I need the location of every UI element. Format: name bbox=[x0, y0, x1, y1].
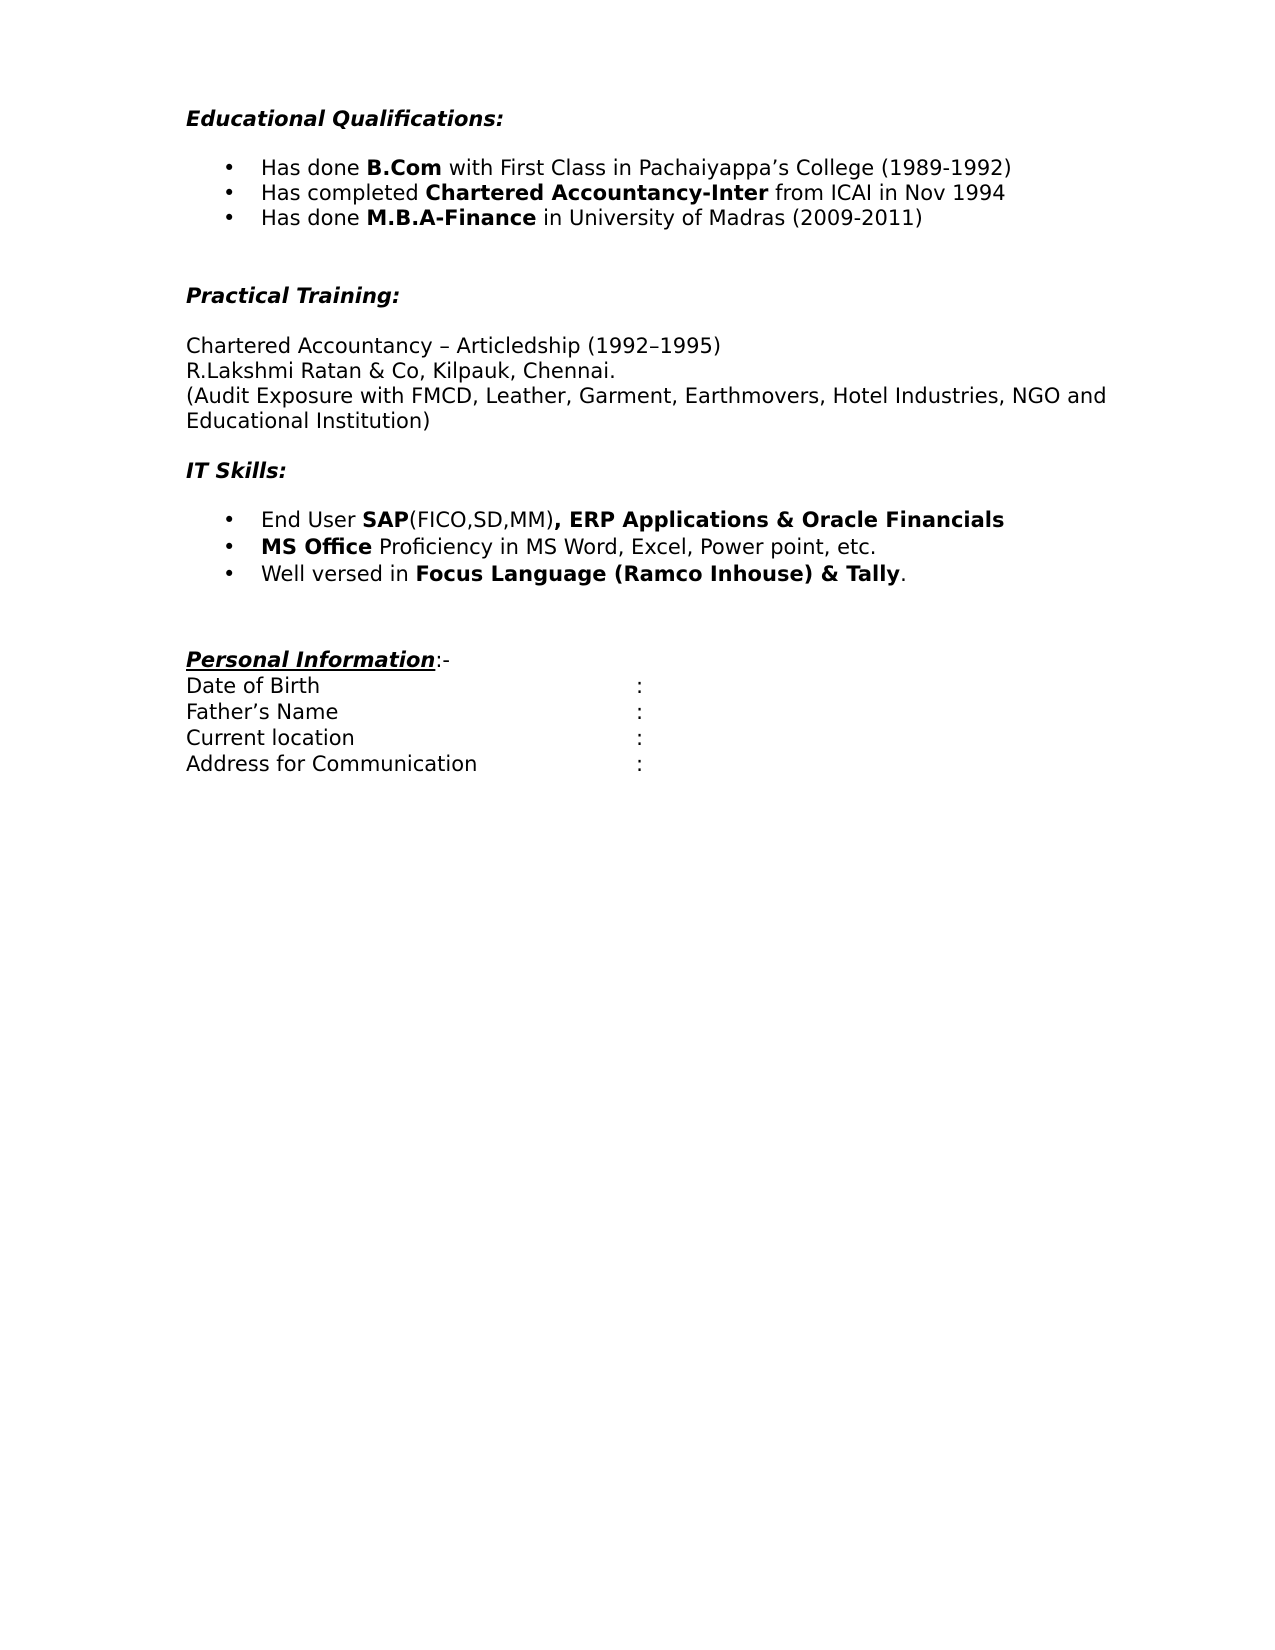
bullet-icon: • bbox=[223, 181, 236, 205]
info-row-address bbox=[186, 752, 786, 777]
training-line: (Audit Exposure with FMCD, Leather, Garment, Earthmovers, Hotel Industries, NGO and bbox=[186, 384, 1107, 408]
training-heading: Practical Training: bbox=[186, 284, 401, 308]
info-label: Date of Birth bbox=[186, 674, 321, 698]
info-row-dob bbox=[186, 674, 786, 699]
personal-heading-suffix: :- bbox=[435, 648, 450, 672]
bullet-icon: • bbox=[223, 535, 236, 559]
info-row-current-location bbox=[186, 726, 786, 751]
list-item: • Has done B.Com with First Class in Pachaiyappa’s College (1989-1992) bbox=[223, 156, 1012, 180]
info-label: Father’s Name bbox=[186, 700, 339, 724]
list-item: • Has completed Chartered Accountancy-Inter from ICAI in Nov 1994 bbox=[223, 181, 1006, 205]
info-label: Current location bbox=[186, 726, 355, 750]
info-row-father-name bbox=[186, 700, 786, 725]
list-item: • Well versed in Focus Language (Ramco Inhouse) & Tally. bbox=[223, 562, 907, 586]
list-item: • End User SAP(FICO,SD,MM), ERP Applications & Oracle Financials bbox=[223, 508, 1005, 532]
info-colon: : bbox=[636, 726, 644, 750]
bullet-icon: • bbox=[223, 508, 236, 532]
list-item: • Has done M.B.A-Finance in University of Madras (2009-2011) bbox=[223, 206, 923, 230]
bullet-icon: • bbox=[223, 156, 236, 180]
info-colon: : bbox=[636, 752, 644, 776]
training-line: R.Lakshmi Ratan & Co, Kilpauk, Chennai. bbox=[186, 359, 616, 383]
education-heading: Educational Qualifications: bbox=[186, 107, 505, 131]
info-colon: : bbox=[636, 700, 644, 724]
list-item: • MS Office Proficiency in MS Word, Excel, Power point, etc. bbox=[223, 535, 877, 559]
it-skills-heading: IT Skills: bbox=[186, 459, 288, 483]
it-skills-list bbox=[186, 508, 1004, 587]
training-line: Educational Institution) bbox=[186, 409, 431, 433]
bullet-icon: • bbox=[223, 562, 236, 586]
personal-heading-line bbox=[186, 648, 450, 673]
info-label: Address for Communication bbox=[186, 752, 478, 776]
info-colon: : bbox=[636, 674, 644, 698]
personal-heading: Personal Information bbox=[186, 648, 436, 672]
training-line: Chartered Accountancy – Articledship (1992–1995) bbox=[186, 334, 722, 358]
education-list bbox=[186, 156, 1012, 231]
bullet-icon: • bbox=[223, 206, 236, 230]
